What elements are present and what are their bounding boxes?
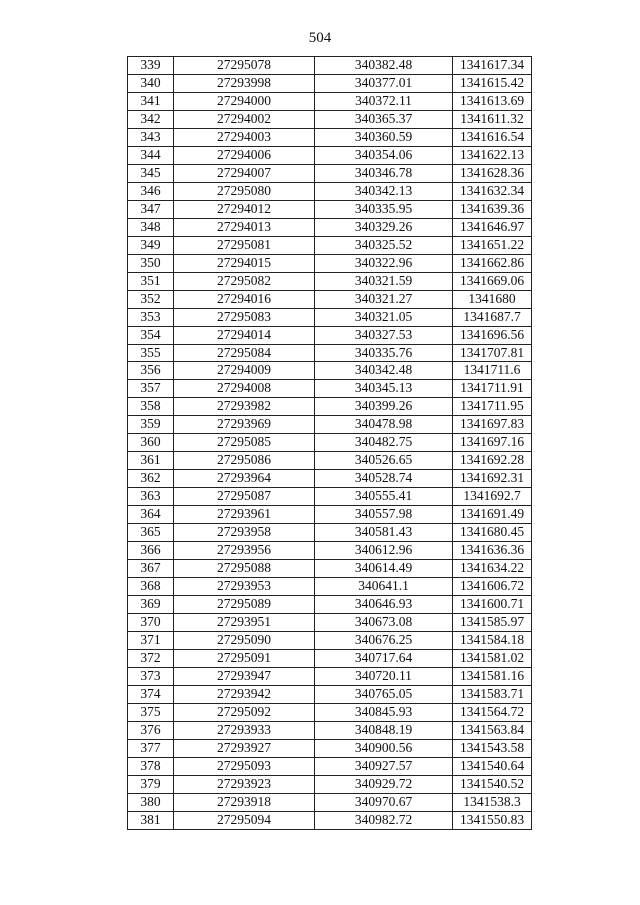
coordinates-table-body: [128, 57, 532, 830]
table-row: [128, 793, 532, 811]
x-coordinate-cell: 340342.13: [315, 182, 453, 200]
row-number-cell: 373: [128, 667, 174, 685]
y-coordinate-cell: 1341692.7: [453, 488, 532, 506]
y-coordinate-cell: 1341615.42: [453, 74, 532, 92]
y-coordinate-cell: 1341540.52: [453, 775, 532, 793]
y-coordinate-cell: 1341616.54: [453, 128, 532, 146]
table-row: [128, 667, 532, 685]
row-number-cell: 348: [128, 218, 174, 236]
point-id-cell: 27295083: [174, 308, 315, 326]
y-coordinate-cell: 1341585.97: [453, 614, 532, 632]
row-number-cell: 353: [128, 308, 174, 326]
x-coordinate-cell: 340372.11: [315, 92, 453, 110]
point-id-cell: 27294013: [174, 218, 315, 236]
y-coordinate-cell: 1341669.06: [453, 272, 532, 290]
row-number-cell: 345: [128, 164, 174, 182]
y-coordinate-cell: 1341632.34: [453, 182, 532, 200]
row-number-cell: 375: [128, 703, 174, 721]
table-row: [128, 614, 532, 632]
table-row: [128, 578, 532, 596]
row-number-cell: 376: [128, 721, 174, 739]
table-row: [128, 164, 532, 182]
point-id-cell: 27295090: [174, 632, 315, 650]
x-coordinate-cell: 340327.53: [315, 326, 453, 344]
point-id-cell: 27295086: [174, 452, 315, 470]
table-row: [128, 74, 532, 92]
row-number-cell: 366: [128, 542, 174, 560]
point-id-cell: 27294009: [174, 362, 315, 380]
row-number-cell: 352: [128, 290, 174, 308]
x-coordinate-cell: 340676.25: [315, 632, 453, 650]
x-coordinate-cell: 340982.72: [315, 811, 453, 829]
table-row: [128, 632, 532, 650]
x-coordinate-cell: 340614.49: [315, 560, 453, 578]
y-coordinate-cell: 1341584.18: [453, 632, 532, 650]
row-number-cell: 381: [128, 811, 174, 829]
table-row: [128, 470, 532, 488]
y-coordinate-cell: 1341543.58: [453, 739, 532, 757]
point-id-cell: 27293969: [174, 416, 315, 434]
y-coordinate-cell: 1341550.83: [453, 811, 532, 829]
row-number-cell: 365: [128, 524, 174, 542]
point-id-cell: 27294016: [174, 290, 315, 308]
y-coordinate-cell: 1341583.71: [453, 685, 532, 703]
y-coordinate-cell: 1341564.72: [453, 703, 532, 721]
table-row: [128, 703, 532, 721]
row-number-cell: 371: [128, 632, 174, 650]
x-coordinate-cell: 340335.95: [315, 200, 453, 218]
row-number-cell: 362: [128, 470, 174, 488]
table-row: [128, 236, 532, 254]
row-number-cell: 363: [128, 488, 174, 506]
table-row: [128, 110, 532, 128]
table-row: [128, 57, 532, 75]
point-id-cell: 27295091: [174, 649, 315, 667]
point-id-cell: 27295081: [174, 236, 315, 254]
x-coordinate-cell: 340382.48: [315, 57, 453, 75]
table-row: [128, 416, 532, 434]
point-id-cell: 27295088: [174, 560, 315, 578]
row-number-cell: 343: [128, 128, 174, 146]
row-number-cell: 379: [128, 775, 174, 793]
y-coordinate-cell: 1341692.31: [453, 470, 532, 488]
y-coordinate-cell: 1341611.32: [453, 110, 532, 128]
point-id-cell: 27294006: [174, 146, 315, 164]
table-row: [128, 308, 532, 326]
row-number-cell: 347: [128, 200, 174, 218]
x-coordinate-cell: 340478.98: [315, 416, 453, 434]
point-id-cell: 27294012: [174, 200, 315, 218]
coordinates-table: [127, 56, 532, 830]
point-id-cell: 27293998: [174, 74, 315, 92]
y-coordinate-cell: 1341691.49: [453, 506, 532, 524]
table-row: [128, 488, 532, 506]
row-number-cell: 357: [128, 380, 174, 398]
row-number-cell: 369: [128, 596, 174, 614]
y-coordinate-cell: 1341696.56: [453, 326, 532, 344]
y-coordinate-cell: 1341636.36: [453, 542, 532, 560]
x-coordinate-cell: 340322.96: [315, 254, 453, 272]
row-number-cell: 367: [128, 560, 174, 578]
x-coordinate-cell: 340346.78: [315, 164, 453, 182]
y-coordinate-cell: 1341697.16: [453, 434, 532, 452]
row-number-cell: 355: [128, 344, 174, 362]
point-id-cell: 27294014: [174, 326, 315, 344]
table-row: [128, 362, 532, 380]
point-id-cell: 27295087: [174, 488, 315, 506]
y-coordinate-cell: 1341687.7: [453, 308, 532, 326]
point-id-cell: 27293947: [174, 667, 315, 685]
row-number-cell: 344: [128, 146, 174, 164]
x-coordinate-cell: 340342.48: [315, 362, 453, 380]
x-coordinate-cell: 340321.59: [315, 272, 453, 290]
point-id-cell: 27293961: [174, 506, 315, 524]
x-coordinate-cell: 340360.59: [315, 128, 453, 146]
x-coordinate-cell: 340482.75: [315, 434, 453, 452]
point-id-cell: 27293933: [174, 721, 315, 739]
row-number-cell: 350: [128, 254, 174, 272]
x-coordinate-cell: 340929.72: [315, 775, 453, 793]
table-row: [128, 542, 532, 560]
table-row: [128, 344, 532, 362]
row-number-cell: 372: [128, 649, 174, 667]
x-coordinate-cell: 340528.74: [315, 470, 453, 488]
x-coordinate-cell: 340673.08: [315, 614, 453, 632]
x-coordinate-cell: 340641.1: [315, 578, 453, 596]
table-row: [128, 506, 532, 524]
x-coordinate-cell: 340325.52: [315, 236, 453, 254]
y-coordinate-cell: 1341639.36: [453, 200, 532, 218]
y-coordinate-cell: 1341628.36: [453, 164, 532, 182]
x-coordinate-cell: 340329.26: [315, 218, 453, 236]
row-number-cell: 339: [128, 57, 174, 75]
row-number-cell: 368: [128, 578, 174, 596]
x-coordinate-cell: 340377.01: [315, 74, 453, 92]
table-row: [128, 524, 532, 542]
row-number-cell: 354: [128, 326, 174, 344]
x-coordinate-cell: 340927.57: [315, 757, 453, 775]
y-coordinate-cell: 1341662.86: [453, 254, 532, 272]
table-row: [128, 218, 532, 236]
row-number-cell: 356: [128, 362, 174, 380]
y-coordinate-cell: 1341680: [453, 290, 532, 308]
table-row: [128, 128, 532, 146]
y-coordinate-cell: 1341617.34: [453, 57, 532, 75]
y-coordinate-cell: 1341711.6: [453, 362, 532, 380]
x-coordinate-cell: 340848.19: [315, 721, 453, 739]
y-coordinate-cell: 1341538.3: [453, 793, 532, 811]
table-row: [128, 811, 532, 829]
x-coordinate-cell: 340335.76: [315, 344, 453, 362]
row-number-cell: 342: [128, 110, 174, 128]
x-coordinate-cell: 340845.93: [315, 703, 453, 721]
x-coordinate-cell: 340970.67: [315, 793, 453, 811]
table-row: [128, 649, 532, 667]
point-id-cell: 27294008: [174, 380, 315, 398]
point-id-cell: 27295084: [174, 344, 315, 362]
row-number-cell: 341: [128, 92, 174, 110]
table-row: [128, 739, 532, 757]
y-coordinate-cell: 1341622.13: [453, 146, 532, 164]
x-coordinate-cell: 340765.05: [315, 685, 453, 703]
row-number-cell: 370: [128, 614, 174, 632]
row-number-cell: 360: [128, 434, 174, 452]
x-coordinate-cell: 340321.27: [315, 290, 453, 308]
page-number: 504: [308, 30, 332, 46]
table-row: [128, 182, 532, 200]
row-number-cell: 340: [128, 74, 174, 92]
table-row: [128, 200, 532, 218]
row-number-cell: 358: [128, 398, 174, 416]
y-coordinate-cell: 1341711.91: [453, 380, 532, 398]
table-row: [128, 685, 532, 703]
y-coordinate-cell: 1341680.45: [453, 524, 532, 542]
point-id-cell: 27293953: [174, 578, 315, 596]
point-id-cell: 27295082: [174, 272, 315, 290]
x-coordinate-cell: 340557.98: [315, 506, 453, 524]
table-row: [128, 757, 532, 775]
row-number-cell: 349: [128, 236, 174, 254]
point-id-cell: 27293918: [174, 793, 315, 811]
point-id-cell: 27293923: [174, 775, 315, 793]
x-coordinate-cell: 340612.96: [315, 542, 453, 560]
point-id-cell: 27293958: [174, 524, 315, 542]
table-row: [128, 254, 532, 272]
row-number-cell: 364: [128, 506, 174, 524]
table-row: [128, 272, 532, 290]
y-coordinate-cell: 1341606.72: [453, 578, 532, 596]
table-row: [128, 775, 532, 793]
point-id-cell: 27294015: [174, 254, 315, 272]
row-number-cell: 378: [128, 757, 174, 775]
y-coordinate-cell: 1341613.69: [453, 92, 532, 110]
point-id-cell: 27293951: [174, 614, 315, 632]
row-number-cell: 374: [128, 685, 174, 703]
point-id-cell: 27293956: [174, 542, 315, 560]
point-id-cell: 27295092: [174, 703, 315, 721]
y-coordinate-cell: 1341600.71: [453, 596, 532, 614]
x-coordinate-cell: 340720.11: [315, 667, 453, 685]
y-coordinate-cell: 1341646.97: [453, 218, 532, 236]
row-number-cell: 359: [128, 416, 174, 434]
row-number-cell: 377: [128, 739, 174, 757]
table-row: [128, 380, 532, 398]
x-coordinate-cell: 340900.56: [315, 739, 453, 757]
x-coordinate-cell: 340555.41: [315, 488, 453, 506]
row-number-cell: 380: [128, 793, 174, 811]
table-row: [128, 146, 532, 164]
row-number-cell: 351: [128, 272, 174, 290]
point-id-cell: 27294007: [174, 164, 315, 182]
y-coordinate-cell: 1341707.81: [453, 344, 532, 362]
point-id-cell: 27295080: [174, 182, 315, 200]
point-id-cell: 27294002: [174, 110, 315, 128]
point-id-cell: 27294000: [174, 92, 315, 110]
row-number-cell: 361: [128, 452, 174, 470]
x-coordinate-cell: 340646.93: [315, 596, 453, 614]
y-coordinate-cell: 1341651.22: [453, 236, 532, 254]
point-id-cell: 27293982: [174, 398, 315, 416]
y-coordinate-cell: 1341634.22: [453, 560, 532, 578]
point-id-cell: 27293942: [174, 685, 315, 703]
point-id-cell: 27295093: [174, 757, 315, 775]
x-coordinate-cell: 340354.06: [315, 146, 453, 164]
table-row: [128, 560, 532, 578]
y-coordinate-cell: 1341711.95: [453, 398, 532, 416]
point-id-cell: 27295085: [174, 434, 315, 452]
table-row: [128, 398, 532, 416]
point-id-cell: 27294003: [174, 128, 315, 146]
x-coordinate-cell: 340321.05: [315, 308, 453, 326]
point-id-cell: 27295094: [174, 811, 315, 829]
table-row: [128, 452, 532, 470]
point-id-cell: 27293927: [174, 739, 315, 757]
y-coordinate-cell: 1341563.84: [453, 721, 532, 739]
table-row: [128, 326, 532, 344]
x-coordinate-cell: 340581.43: [315, 524, 453, 542]
x-coordinate-cell: 340717.64: [315, 649, 453, 667]
y-coordinate-cell: 1341692.28: [453, 452, 532, 470]
x-coordinate-cell: 340365.37: [315, 110, 453, 128]
table-row: [128, 721, 532, 739]
point-id-cell: 27295089: [174, 596, 315, 614]
table-row: [128, 434, 532, 452]
x-coordinate-cell: 340526.65: [315, 452, 453, 470]
y-coordinate-cell: 1341697.83: [453, 416, 532, 434]
row-number-cell: 346: [128, 182, 174, 200]
table-row: [128, 596, 532, 614]
y-coordinate-cell: 1341581.02: [453, 649, 532, 667]
table-row: [128, 92, 532, 110]
x-coordinate-cell: 340345.13: [315, 380, 453, 398]
table-row: [128, 290, 532, 308]
point-id-cell: 27295078: [174, 57, 315, 75]
x-coordinate-cell: 340399.26: [315, 398, 453, 416]
y-coordinate-cell: 1341581.16: [453, 667, 532, 685]
point-id-cell: 27293964: [174, 470, 315, 488]
y-coordinate-cell: 1341540.64: [453, 757, 532, 775]
